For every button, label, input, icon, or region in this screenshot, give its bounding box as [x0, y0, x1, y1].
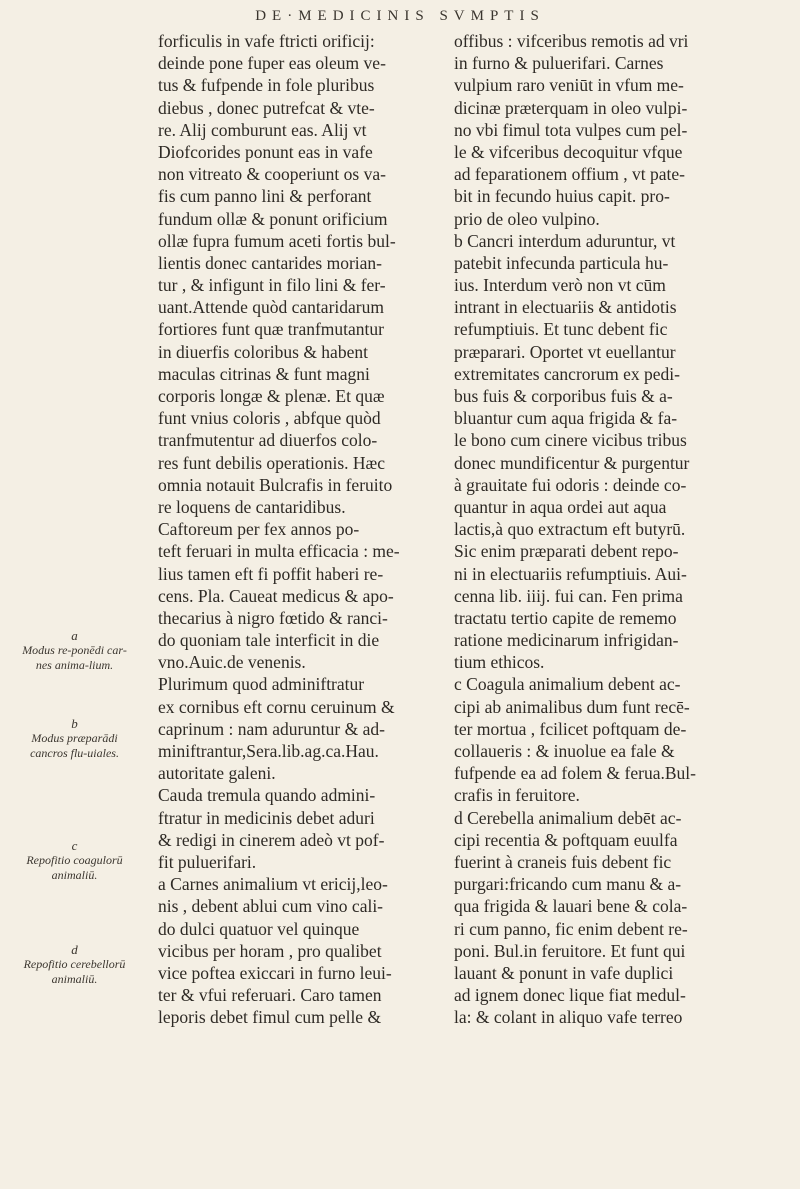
text-line: ex cornibus eft cornu ceruinum &: [158, 696, 395, 717]
margin-note-letter: b: [71, 716, 78, 731]
text-line: Caftoreum per fex annos po-: [158, 519, 360, 540]
text-line: re loquens de cantaridibus.: [158, 496, 346, 517]
margin-note-text: Modus præparādi cancros flu-uiales.: [30, 731, 119, 760]
text-line: maculas citrinas & funt magni: [158, 363, 370, 384]
text-line: bit in fecundo huius capit. pro-: [454, 186, 670, 207]
text-line: in diuerfis coloribus & habent: [158, 341, 368, 362]
text-line: vulpium raro veniūt in vfum me-: [454, 75, 684, 96]
text-line: tractatu tertio capite de rememo: [454, 607, 677, 628]
text-line: offibus : vifceribus remotis ad vri: [454, 31, 689, 51]
margin-note-a: [22, 628, 127, 673]
text-line: patebit infecunda particula hu-: [454, 252, 669, 273]
margin-note-letter: c: [71, 838, 78, 853]
margin-note-text: Repofitio cerebellorū animaliū.: [23, 957, 126, 986]
text-line: Diofcorides ponunt eas in vafe: [158, 141, 373, 162]
text-line: ollæ fupra fumum aceti fortis bul-: [158, 230, 396, 251]
text-line: fit puluerifari.: [158, 851, 257, 872]
text-line: lientis donec cantarides morian-: [158, 252, 383, 273]
text-line: Sic enim præparati debent repo-: [454, 541, 679, 562]
text-line: tranfmutentur ad diuerfos colo-: [158, 430, 378, 451]
text-line: diebus , donec putrefcat & vte-: [158, 97, 375, 118]
text-line: fortiores funt quæ tranfmutantur: [158, 319, 384, 340]
text-line: miniftrantur,Sera.lib.ag.ca.Hau.: [158, 741, 379, 761]
text-line: vno.Auic.de venenis.: [158, 652, 306, 673]
text-line: qua frigida & lauari bene & cola-: [454, 896, 688, 917]
text-line: deinde pone fuper eas oleum ve-: [158, 53, 386, 74]
text-line: Cauda tremula quando admini-: [158, 785, 376, 806]
running-head: DE·MEDICINIS SVMPTIS: [255, 8, 545, 24]
text-line: nis , debent ablui cum vino cali-: [158, 896, 384, 917]
text-line: vicibus per horam , pro qualibet: [158, 940, 382, 961]
text-line: non vitreato & cooperiunt os va-: [158, 164, 386, 185]
text-line: lauant & ponunt in vafe duplici: [454, 962, 674, 983]
text-line: c Coagula animalium debent ac-: [454, 674, 681, 695]
text-line: la: & colant in aliquo vafe terreo: [454, 1007, 683, 1028]
margin-note-b: [22, 716, 127, 761]
left-text-column: [158, 30, 448, 1028]
text-line: teft feruari in multa efficacia : me-: [158, 541, 400, 562]
text-line: collaueris : & inuolue ea fale &: [454, 741, 675, 761]
text-line: re. Alij comburunt eas. Alij vt: [158, 119, 367, 140]
text-line: res funt debilis operationis. Hæc: [158, 452, 385, 473]
text-line: forficulis in vafe ftricti orificij:: [158, 31, 375, 51]
text-line: refumptiuis. Et tunc debent fic: [454, 319, 668, 340]
text-line: ter & vfui referuari. Caro tamen: [158, 985, 382, 1006]
margin-note-c: [22, 838, 127, 883]
text-line: corporis longæ & plenæ. Et quæ: [158, 386, 385, 406]
text-line: cenna lib. iiij. fui can. Fen prima: [454, 585, 683, 606]
text-line: purgari:fricando cum manu & a-: [454, 874, 682, 895]
text-line: ius. Interdum verò non vt cūm: [454, 275, 666, 296]
text-line: ad feparationem offium , vt pate-: [454, 164, 685, 185]
text-line: bluantur cum aqua frigida & fa-: [454, 408, 678, 429]
text-line: à grauitate fui odoris : deinde co-: [454, 474, 687, 495]
margin-note-text: Modus re-ponēdi car-nes anima-lium.: [22, 643, 127, 672]
text-line: ratione medicinarum infrigidan-: [454, 630, 679, 651]
text-line: tus & fufpende in fole pluribus: [158, 75, 375, 96]
text-line: fufpende ea ad folem & ferua.Bul-: [454, 763, 696, 784]
text-line: & redigi in cinerem adeò vt pof-: [158, 829, 385, 850]
text-line: le bono cum cinere vicibus tribus: [454, 430, 687, 451]
text-line: ni in electuariis refumptiuis. Aui-: [454, 563, 687, 584]
text-line: caprinum : nam aduruntur & ad-: [158, 718, 385, 739]
text-line: intrant in electuariis & antidotis: [454, 297, 677, 318]
text-line: prio de oleo vulpino.: [454, 208, 600, 229]
text-line: le & vifceribus decoquitur vfque: [454, 141, 683, 162]
text-line: uant.Attende quòd cantaridarum: [158, 297, 384, 318]
text-line: cens. Pla. Caueat medicus & apo-: [158, 585, 394, 606]
text-line: lactis,à quo extractum eft butyrū.: [454, 519, 686, 540]
text-line: fundum ollæ & ponunt orificium: [158, 208, 388, 229]
text-line: a Carnes animalium vt ericij,leo-: [158, 874, 388, 895]
text-line: fis cum panno lini & perforant: [158, 186, 372, 207]
text-line: poni. Bul.in feruitore. Et funt qui: [454, 940, 686, 961]
text-line: leporis debet fimul cum pelle &: [158, 1007, 382, 1028]
text-line: funt vnius coloris , abfque quòd: [158, 408, 381, 429]
text-line: cipi recentia & poftquam euulfa: [454, 829, 678, 850]
text-line: b Cancri interdum aduruntur, vt: [454, 230, 676, 251]
text-line: ri cum panno, fic enim debent re-: [454, 918, 688, 939]
text-line: autoritate galeni.: [158, 763, 276, 784]
text-line: crafis in feruitore.: [454, 785, 580, 806]
text-line: bus fuis & corporibus fuis & a-: [454, 386, 673, 406]
text-line: lius tamen eft fi poffit haberi re-: [158, 563, 384, 584]
text-line: ftratur in medicinis debet aduri: [158, 807, 375, 828]
text-line: in furno & puluerifari. Carnes: [454, 53, 664, 74]
text-line: tur , & infigunt in filo lini & fer-: [158, 275, 386, 296]
text-line: ad ignem donec lique fiat medul-: [454, 985, 686, 1006]
text-line: no vbi fimul tota vulpes cum pel-: [454, 119, 688, 140]
text-line: fuerint à craneis fuis debent fic: [454, 851, 672, 872]
text-line: præparari. Oportet vt euellantur: [454, 341, 676, 362]
text-line: dicinæ præterquam in oleo vulpi-: [454, 97, 688, 118]
text-line: omnia notauit Bulcrafis in feruito: [158, 474, 393, 495]
margin-note-d: [22, 942, 127, 987]
text-line: cipi ab animalibus dum funt recē-: [454, 696, 690, 717]
text-line: do quoniam tale interficit in die: [158, 630, 380, 651]
text-line: tium ethicos.: [454, 652, 545, 673]
margin-note-letter: d: [71, 942, 78, 957]
text-line: do dulci quatuor vel quinque: [158, 918, 360, 939]
text-line: Plurimum quod adminiftratur: [158, 674, 365, 695]
text-line: vice poftea exiccari in furno leui-: [158, 962, 392, 983]
text-line: d Cerebella animalium debēt ac-: [454, 807, 682, 828]
text-line: ter mortua , fcilicet poftquam de-: [454, 718, 687, 739]
margin-note-letter: a: [71, 628, 78, 643]
margin-note-text: Repofitio coagulorū animaliū.: [26, 853, 123, 882]
text-line: extremitates cancrorum ex pedi-: [454, 363, 680, 384]
text-line: thecarius à nigro fœtido & ranci-: [158, 607, 388, 628]
text-line: donec mundificentur & purgentur: [454, 452, 690, 473]
text-line: quantur in aqua ordei aut aqua: [454, 496, 667, 517]
right-text-column: [454, 30, 794, 1028]
